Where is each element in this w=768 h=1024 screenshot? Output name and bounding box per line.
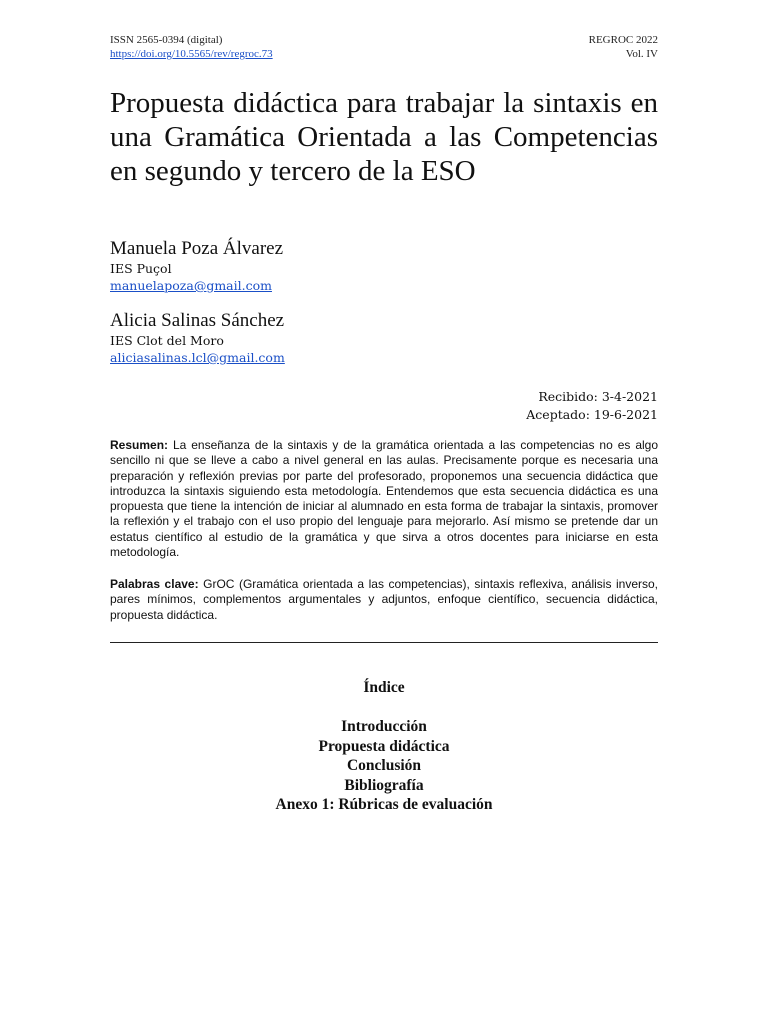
index-heading: Índice: [363, 679, 405, 696]
author-affiliation: IES Clot del Moro: [110, 333, 224, 348]
author-block: [110, 310, 285, 367]
received-date: Recibido: 3-4-2021: [538, 389, 658, 404]
accepted-date: Aceptado: 19-6-2021: [526, 407, 658, 422]
keywords-text: GrOC (Gramática orientada a las competencias), sintaxis reflexiva, análisis inverso, pares mínimos, complementos argumentales y adjuntos, enfoque científico, secuencia didáctica, propuesta didáctica.: [110, 577, 658, 622]
section-divider: [110, 642, 658, 643]
author-name: Alicia Salinas Sánchez: [110, 310, 285, 331]
header-right: [589, 33, 658, 61]
abstract: [110, 438, 658, 560]
keywords-label: Palabras clave:: [110, 577, 199, 591]
author-email-link[interactable]: aliciasalinas.lcl@gmail.com: [110, 350, 285, 365]
index-item-introduccion: Introducción: [341, 718, 427, 735]
author-block: [110, 238, 283, 295]
abstract-label: Resumen:: [110, 438, 169, 452]
index-item-propuesta: Propuesta didáctica: [318, 737, 450, 755]
index-item-conclusion: Conclusión: [346, 757, 422, 775]
header-left: [110, 33, 273, 61]
issn-text: ISSN 2565-0394 (digital): [110, 34, 223, 46]
keywords: [110, 577, 658, 623]
author-name: Manuela Poza Álvarez: [110, 238, 284, 259]
abstract-text: La enseñanza de la sintaxis y de la gramática orientada a las competencias no es algo sencillo ni que se lleve a cabo a nivel general en las aulas. Precisamente porque es necesaria una preparación y reflexión previas por parte del profesorado, proponemos una secuencia didáctica que introduzca la sintaxis siguiendo esta metodología. Entendemos que esta secuencia didáctica es una propuesta que tiene la intención de iniciar al alumnado en esta forma de trabajar la sintaxis, promover la reflexión y el trabajo con el uso propio del lenguaje para mejorarlo. Así mismo se pretende dar un estatus científico al estudio de la gramática y que sirva a otros docentes para iniciarse en esta metodología.: [110, 438, 659, 560]
dates-block: [526, 388, 658, 424]
author-email-link[interactable]: manuelapoza@gmail.com: [110, 278, 272, 293]
doi-link[interactable]: https://doi.org/10.5565/rev/regroc.73: [110, 48, 273, 60]
index-item-anexo: Anexo 1: Rúbricas de evaluación: [275, 796, 493, 814]
volume-label: Vol. IV: [625, 48, 658, 60]
journal-name: REGROC 2022: [588, 34, 658, 46]
author-affiliation: IES Puçol: [110, 261, 172, 276]
index-item-bibliografia: Bibliografía: [344, 776, 424, 794]
index-list: [110, 717, 658, 815]
paper-title: Propuesta didáctica para trabajar la sintaxis en una Gramática Orientada a las Competencias en segundo y tercero de la ESO: [110, 87, 658, 187]
